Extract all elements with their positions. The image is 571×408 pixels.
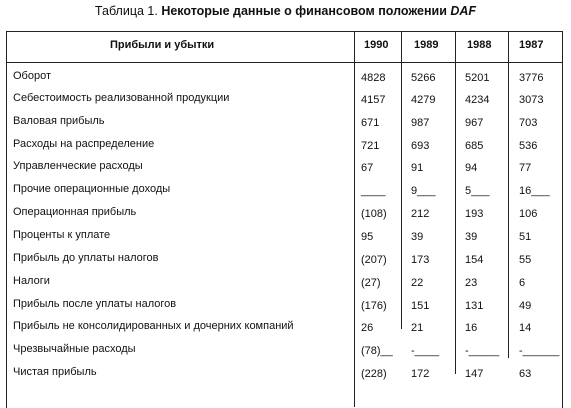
table-cell: 51 [519, 231, 532, 243]
table-cell: 703 [519, 117, 538, 129]
table-cell: 77 [519, 162, 532, 174]
row-label: Проценты к уплате [13, 229, 111, 241]
table-cell: 55 [519, 254, 532, 266]
table-caption [0, 4, 571, 18]
table-cell: 106 [519, 208, 538, 220]
table-cell: 63 [519, 368, 532, 380]
table-cell: 67 [361, 162, 374, 174]
header-year-1990: 1990 [364, 39, 389, 51]
row-label: Расходы на распределение [13, 138, 155, 150]
col-divider-3 [455, 31, 456, 374]
caption-title: Некоторые данные о финансовом положении [161, 4, 451, 18]
row-label: Чистая прибыль [13, 366, 97, 378]
table-cell: (27) [361, 277, 381, 289]
row-label: Прочие операционные доходы [13, 183, 171, 195]
table-cell: (207) [361, 254, 387, 266]
table-cell: (108) [361, 208, 387, 220]
header-year-1988: 1988 [467, 39, 492, 51]
table-cell: 14 [519, 322, 532, 334]
col-divider-2 [401, 31, 402, 329]
header-divider [6, 62, 562, 63]
caption-company: DAF [450, 4, 477, 18]
row-label: Прибыль до уплаты налогов [13, 252, 159, 264]
table-cell: 22 [411, 277, 424, 289]
table-cell: ____ [361, 185, 386, 197]
table-cell: 4828 [361, 72, 386, 84]
table-cell: 212 [411, 208, 430, 220]
table-cell: 172 [411, 368, 430, 380]
table-cell: 4279 [411, 94, 436, 106]
table-cell: 147 [465, 368, 484, 380]
header-year-1989: 1989 [414, 39, 439, 51]
col-divider-1 [354, 31, 355, 407]
header-label: Прибыли и убытки [110, 39, 215, 51]
row-label: Прибыль не консолидированных и дочерних компаний [13, 320, 294, 332]
table-cell: 5___ [465, 185, 490, 197]
row-label: Прибыль после уплаты налогов [13, 298, 177, 310]
row-label: Управленческие расходы [13, 160, 143, 172]
row-label: Налоги [13, 275, 50, 287]
table-cell: 9___ [411, 185, 436, 197]
table-cell: 536 [519, 140, 538, 152]
row-label: Оборот [13, 70, 52, 82]
table-cell: -_____ [465, 345, 500, 357]
table-cell: 26 [361, 322, 374, 334]
table-cell: 193 [465, 208, 484, 220]
table-cell: 5201 [465, 72, 490, 84]
table-cell: 154 [465, 254, 484, 266]
caption-prefix: Таблица 1. [94, 4, 162, 18]
table-cell: (78)__ [361, 345, 393, 357]
table-cell: 131 [465, 300, 484, 312]
table-cell: 3073 [519, 94, 544, 106]
table-cell: 173 [411, 254, 430, 266]
table-cell: 39 [465, 231, 478, 243]
table-cell: -______ [519, 345, 560, 357]
table-cell: 4234 [465, 94, 490, 106]
table-cell: 967 [465, 117, 484, 129]
table-cell: 95 [361, 231, 374, 243]
table-cell: 91 [411, 162, 424, 174]
table-cell: 671 [361, 117, 380, 129]
table-cell: 39 [411, 231, 424, 243]
table-cell: 16___ [519, 185, 550, 197]
table-cell: 16 [465, 322, 478, 334]
row-label: Себестоимость реализованной продукции [13, 92, 230, 104]
row-label: Валовая прибыль [13, 115, 105, 127]
table-cell: 721 [361, 140, 380, 152]
table-cell: 3776 [519, 72, 544, 84]
table-cell: 4157 [361, 94, 386, 106]
table-cell: 23 [465, 277, 478, 289]
table-cell: 49 [519, 300, 532, 312]
table-cell: 693 [411, 140, 430, 152]
table-cell: 151 [411, 300, 430, 312]
header-year-1987: 1987 [519, 39, 544, 51]
table-cell: 5266 [411, 72, 436, 84]
col-divider-4 [508, 31, 509, 358]
row-label: Чрезвычайные расходы [13, 343, 136, 355]
table-cell: (228) [361, 368, 387, 380]
table-cell: 94 [465, 162, 478, 174]
table-cell: 21 [411, 322, 424, 334]
table-cell: -____ [411, 345, 440, 357]
table-cell: 6 [519, 277, 526, 289]
table-cell: 987 [411, 117, 430, 129]
table-cell: (176) [361, 300, 387, 312]
row-label: Операционная прибыль [13, 206, 137, 218]
table-cell: 685 [465, 140, 484, 152]
